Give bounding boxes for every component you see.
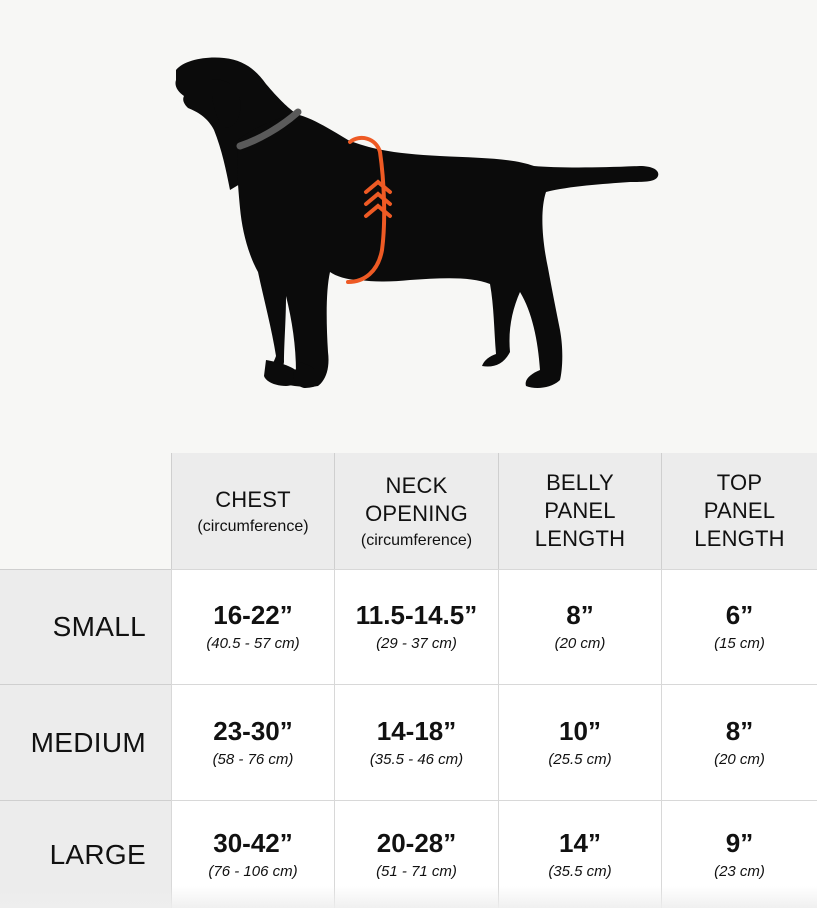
metric-value: (20 cm) bbox=[714, 750, 765, 768]
row-label-small: SMALL bbox=[0, 569, 171, 684]
metric-value: (25.5 cm) bbox=[548, 750, 612, 768]
imperial-value: 14-18” bbox=[376, 715, 457, 746]
column-title: TOP PANEL LENGTH bbox=[694, 470, 785, 551]
imperial-value: 20-28” bbox=[376, 827, 457, 858]
imperial-value: 23-30” bbox=[213, 715, 293, 746]
metric-value: (51 - 71 cm) bbox=[376, 862, 457, 880]
metric-value: (15 cm) bbox=[714, 635, 765, 652]
dog-silhouette-icon bbox=[0, 0, 817, 453]
table-cell bbox=[334, 569, 498, 684]
dog-body bbox=[175, 58, 658, 389]
table-cell bbox=[498, 569, 661, 684]
imperial-value: 10” bbox=[559, 715, 601, 746]
imperial-value: 11.5-14.5” bbox=[355, 600, 478, 630]
column-header-chest bbox=[171, 453, 334, 569]
imperial-value: 9” bbox=[725, 827, 754, 858]
metric-value: (29 - 37 cm) bbox=[376, 635, 457, 652]
imperial-value: 8” bbox=[725, 715, 754, 746]
column-subtitle: (circumference) bbox=[197, 517, 309, 535]
column-header-top-panel-length bbox=[661, 453, 817, 569]
column-title: CHEST bbox=[215, 486, 291, 512]
row-label-medium: MEDIUM bbox=[0, 684, 171, 800]
imperial-value: 16-22” bbox=[213, 600, 293, 630]
metric-value: (35.5 cm) bbox=[548, 862, 612, 880]
metric-value: (40.5 - 57 cm) bbox=[206, 635, 300, 652]
metric-value: (58 - 76 cm) bbox=[212, 750, 294, 768]
metric-value: (76 - 106 cm) bbox=[208, 862, 298, 880]
illustration-panel bbox=[0, 0, 817, 453]
table-cell bbox=[334, 684, 498, 800]
table-cell bbox=[661, 569, 817, 684]
column-header-neck-opening bbox=[334, 453, 498, 569]
size-chart-table bbox=[0, 453, 817, 908]
table-cell bbox=[171, 569, 334, 684]
metric-value: (23 cm) bbox=[714, 862, 765, 880]
imperial-value: 30-42” bbox=[213, 827, 293, 858]
imperial-value: 6” bbox=[725, 600, 754, 630]
table-cell bbox=[661, 684, 817, 800]
imperial-value: 8” bbox=[566, 600, 594, 630]
table-cell bbox=[171, 684, 334, 800]
metric-value: (35.5 - 46 cm) bbox=[369, 750, 464, 768]
row-label-large: LARGE bbox=[0, 800, 171, 908]
bottom-fade bbox=[0, 886, 817, 908]
metric-value: (20 cm) bbox=[554, 635, 606, 652]
column-header-belly-panel-length bbox=[498, 453, 661, 569]
table-cell bbox=[498, 684, 661, 800]
column-title: BELLY PANEL LENGTH bbox=[534, 470, 626, 551]
column-subtitle: (circumference) bbox=[360, 531, 473, 549]
imperial-value: 14” bbox=[559, 827, 601, 858]
column-title: NECK OPENING bbox=[365, 472, 468, 526]
